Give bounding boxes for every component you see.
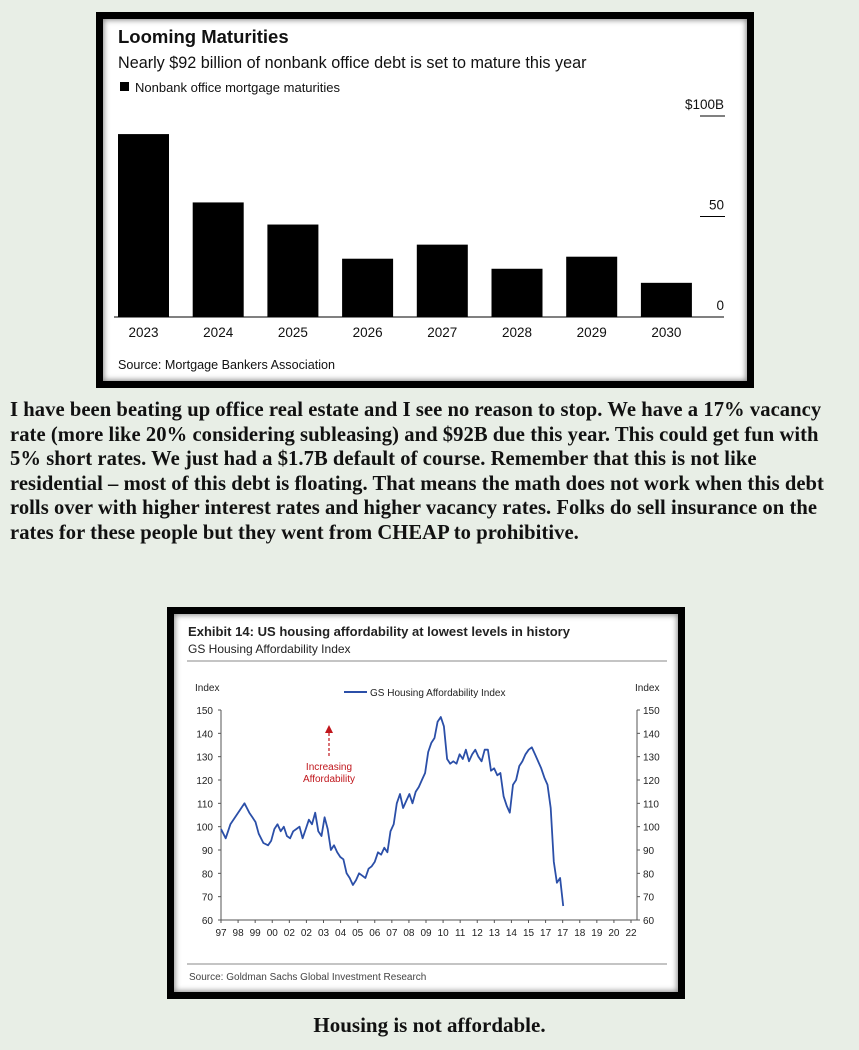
commentary-paragraph: I have been beating up office real estate and I see no reason to stop. We have a 17% vacancy rate (more like 20% considering subleasing) and $92B due this year. This could get fun with 5% short rates. We just had a $1.7B default of course. Remember that this is not like residential – most of this debt is floating. That means the math does not work when this debt rolls over with higher interest rates and higher vacancy rates. Folks do sell insurance on the rates for these people but they went from CHEAP to prohibitive. — [10, 399, 824, 544]
y-tick-label: 0 — [716, 298, 724, 313]
y-tick-label-left: 140 — [196, 729, 213, 741]
y-tick-label-right: 60 — [643, 916, 655, 927]
y-tick-label-right: 110 — [643, 799, 659, 811]
right-axis-label: Index — [635, 683, 660, 694]
x-tick-label: 2028 — [501, 325, 533, 340]
bar-chart-title: Looming Maturities — [118, 26, 289, 47]
y-tick-label: $100B — [684, 97, 724, 112]
x-tick-label: 99 — [249, 928, 261, 939]
x-tick-label: 2024 — [203, 325, 234, 340]
x-tick-label: 00 — [266, 928, 278, 939]
y-tick-label-left: 80 — [201, 869, 213, 881]
annotation-text-line-1: Increasing — [305, 762, 353, 773]
x-tick-label: 2025 — [277, 325, 308, 340]
x-tick-label: 2026 — [352, 325, 383, 340]
y-tick-label-right: 120 — [643, 776, 660, 787]
bar-2026 — [342, 259, 393, 317]
y-tick-label-left: 110 — [197, 799, 213, 811]
bar-2028 — [492, 269, 543, 317]
caption: Housing is not affordable. — [313, 1013, 546, 1037]
bar-2030 — [641, 283, 692, 317]
bar-chart-frame — [96, 12, 754, 388]
x-tick-label: 2030 — [651, 325, 682, 340]
x-tick-label: 11 — [454, 928, 466, 939]
y-tick-label-left: 120 — [196, 776, 213, 787]
line-chart-subtitle: GS Housing Affordability Index — [188, 642, 351, 656]
x-tick-label: 05 — [352, 928, 364, 939]
y-tick-label-left: 100 — [196, 822, 213, 834]
x-tick-label: 2029 — [576, 325, 607, 340]
bar-2025 — [267, 225, 318, 317]
x-tick-label: 19 — [591, 928, 603, 939]
bar-chart-source: Source: Mortgage Bankers Association — [118, 358, 336, 372]
x-tick-label: 10 — [437, 928, 449, 939]
y-tick-label: 50 — [708, 197, 724, 213]
x-tick-label: 12 — [471, 928, 483, 939]
line-chart-source: Source: Goldman Sachs Global Investment Research — [189, 972, 427, 983]
x-tick-label: 22 — [625, 928, 637, 939]
x-tick-label: 2023 — [128, 325, 159, 340]
y-tick-label-left: 150 — [196, 706, 213, 717]
y-tick-label-right: 90 — [643, 846, 655, 857]
y-tick-label-left: 60 — [201, 916, 213, 927]
x-tick-label: 2027 — [427, 325, 458, 340]
bar-2023 — [118, 134, 169, 317]
y-tick-label-right: 150 — [643, 706, 660, 717]
y-tick-label-right: 100 — [643, 822, 660, 834]
x-tick-label: 04 — [335, 928, 347, 939]
line-chart — [167, 607, 685, 999]
line-chart-title: Exhibit 14: US housing affordability at lowest levels in history — [188, 624, 571, 639]
bar-chart-subtitle: Nearly $92 billion of nonbank office debt is set to mature this year — [118, 54, 587, 72]
x-tick-label: 06 — [369, 928, 381, 939]
y-tick-label-left: 70 — [201, 892, 213, 904]
affordability-index-line — [221, 717, 563, 906]
x-tick-label: 20 — [608, 928, 620, 939]
x-tick-label: 15 — [522, 928, 535, 939]
annotation-text-line-2: Affordability — [302, 774, 356, 785]
x-tick-label: 98 — [232, 928, 244, 939]
y-tick-label-right: 70 — [643, 892, 655, 904]
bar-2024 — [193, 202, 244, 317]
line-chart-frame — [167, 607, 685, 999]
line-chart-legend-label: GS Housing Affordability Index — [370, 688, 506, 699]
y-tick-label-right: 140 — [643, 729, 660, 741]
x-tick-label: 09 — [420, 928, 432, 939]
bar-chart — [96, 12, 754, 388]
x-tick-label: 07 — [386, 928, 398, 939]
bar-2029 — [566, 257, 617, 317]
arrow-up-icon — [325, 725, 333, 733]
x-tick-label: 03 — [317, 928, 330, 939]
x-tick-label: 02 — [300, 928, 312, 939]
x-tick-label: 08 — [403, 928, 415, 939]
x-tick-label: 02 — [283, 928, 295, 939]
bar-2027 — [417, 245, 468, 317]
y-tick-label-right: 130 — [643, 752, 660, 764]
y-tick-label-left: 130 — [196, 752, 213, 764]
y-tick-label-left: 90 — [201, 846, 213, 857]
left-axis-label: Index — [195, 683, 220, 694]
x-tick-label: 18 — [574, 928, 586, 939]
x-tick-label: 17 — [557, 928, 569, 939]
bar-chart-legend-label: Nonbank office mortgage maturities — [135, 80, 340, 95]
x-tick-label: 97 — [215, 928, 227, 939]
legend-swatch — [120, 82, 129, 91]
x-tick-label: 13 — [488, 928, 500, 939]
x-tick-label: 14 — [505, 928, 517, 939]
y-tick-label-right: 80 — [643, 869, 655, 881]
x-tick-label: 17 — [540, 928, 552, 939]
